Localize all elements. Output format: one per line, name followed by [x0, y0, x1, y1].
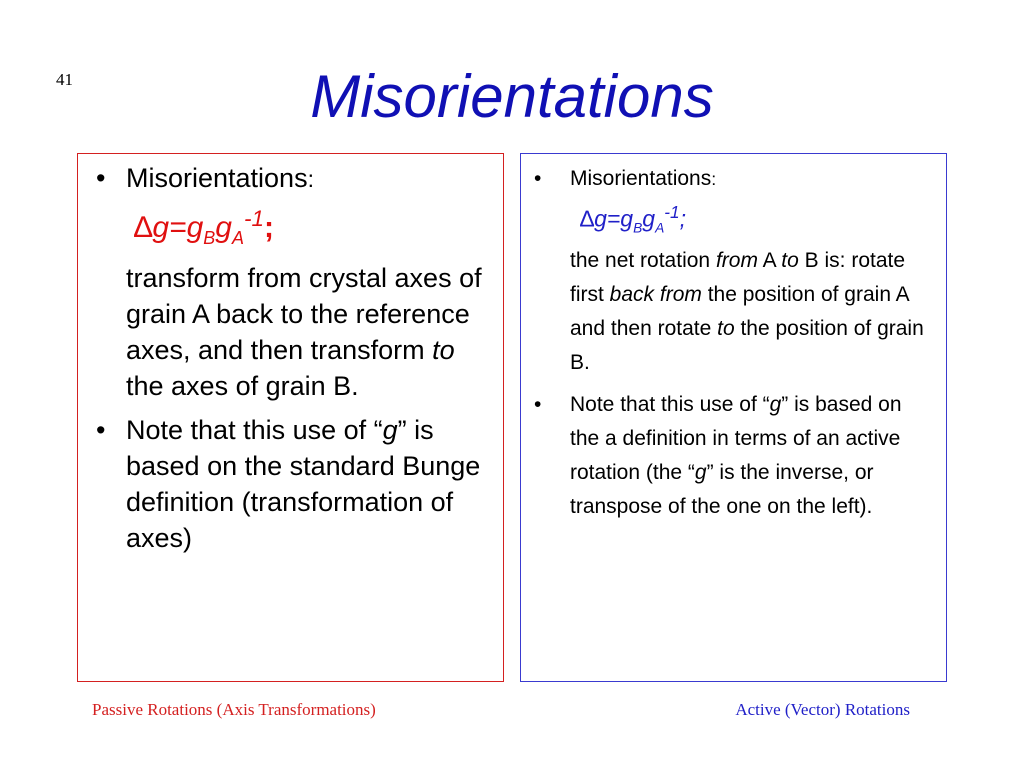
formula-semicolon: ; [263, 211, 274, 244]
formula-g-eq: g=g [152, 211, 204, 244]
misorientation-formula [570, 196, 936, 244]
passive-rotations-caption: Passive Rotations (Axis Transformations) [92, 700, 376, 719]
bullet-list [521, 154, 946, 524]
item-heading: Misorientations [570, 167, 712, 190]
list-item [534, 388, 936, 524]
item-description [570, 244, 936, 380]
emphasis-from: from [715, 249, 758, 273]
passive-rotation-box [77, 153, 504, 682]
misorientation-formula [126, 197, 493, 260]
slide-number: 41 [56, 70, 73, 89]
formula-sup: -1 [664, 202, 680, 222]
note-text: ” is the inverse, or transpose of the one on the left). [570, 461, 874, 519]
note-text: Note that this use of “ [570, 393, 770, 417]
list-item [534, 162, 936, 380]
slide-title: Misorientations [310, 63, 714, 130]
formula-delta: ∆ [134, 211, 153, 244]
formula-sub-b: B [203, 228, 216, 248]
description-text: the axes of grain B. [126, 371, 359, 401]
item-heading: Misorientations [126, 163, 308, 193]
bullet-icon: • [534, 393, 542, 417]
emphasis-to: to [717, 317, 735, 341]
formula-delta: ∆ [580, 205, 595, 232]
list-item [88, 160, 493, 404]
description-text: B is: rotate first [570, 249, 906, 307]
active-rotations-caption: Active (Vector) Rotations [735, 700, 910, 719]
formula-g2: g [215, 211, 232, 244]
emphasis-g: g [382, 415, 398, 445]
description-text: the position of grain B. [570, 317, 924, 375]
emphasis-to: to [432, 335, 455, 365]
emphasis-g: g [769, 393, 782, 417]
heading-separator: : [307, 166, 314, 192]
formula-sub-a: A [655, 220, 665, 236]
note-text: ” is based on the standard Bunge definition (transformation of axes) [126, 415, 481, 553]
description-text: the net rotation [570, 249, 716, 273]
formula-sup: -1 [243, 206, 264, 231]
formula-sub-a: A [231, 228, 244, 248]
emphasis-back-from: back from [609, 283, 702, 307]
note-text: ” is based on the a definition in terms of an active rotation (the “ [570, 393, 902, 485]
description-text: the position of grain A and then rotate [570, 283, 909, 341]
formula-g-eq: g=g [594, 205, 634, 232]
bullet-icon: • [96, 415, 106, 445]
bullet-list [78, 154, 503, 556]
formula-sub-b: B [633, 220, 643, 236]
list-item [88, 412, 493, 556]
emphasis-g: g [694, 461, 707, 485]
formula-g2: g [642, 205, 656, 232]
active-rotation-box [520, 153, 947, 682]
description-text: A [757, 249, 782, 273]
note-text: Note that this use of “ [126, 415, 383, 445]
bullet-icon: • [534, 167, 542, 190]
emphasis-to: to [781, 249, 799, 273]
heading-separator: : [711, 169, 717, 189]
bullet-icon: • [96, 163, 106, 193]
description-text: transform from crystal axes of grain A back to the reference axes, and then transform [126, 263, 482, 365]
item-description [126, 260, 493, 404]
formula-semicolon: ; [679, 205, 687, 232]
